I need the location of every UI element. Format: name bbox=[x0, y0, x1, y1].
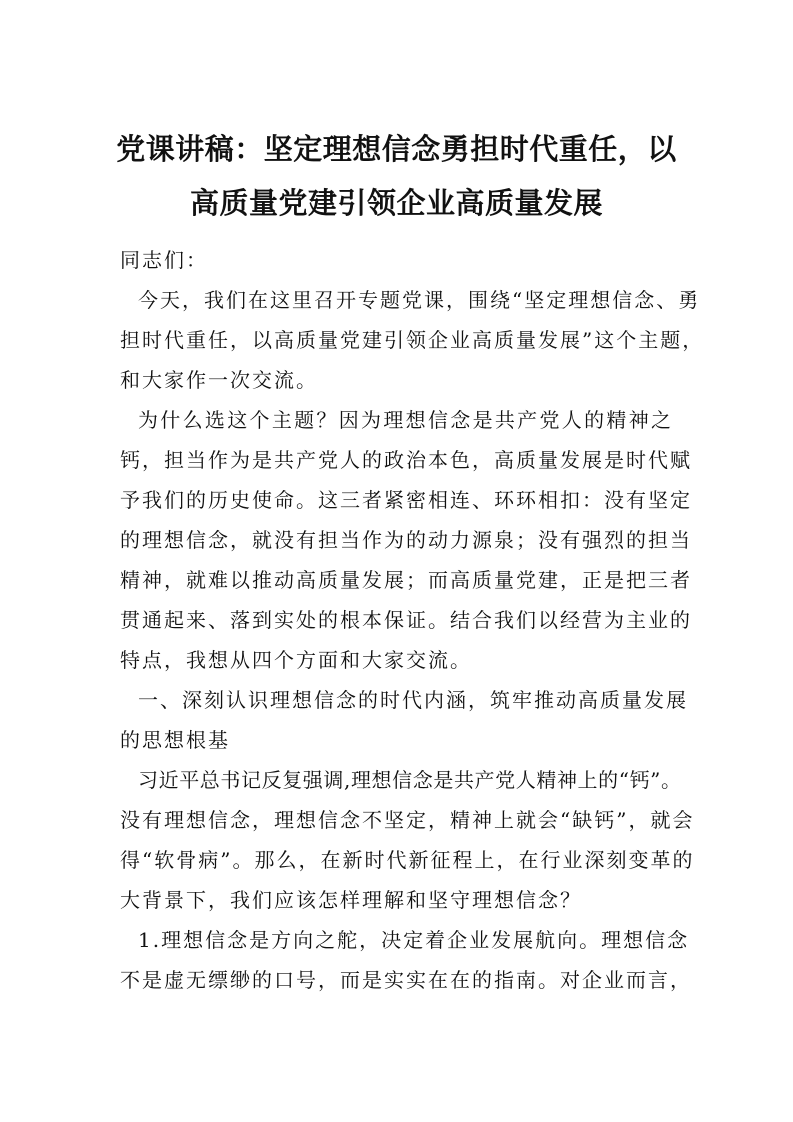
document-title bbox=[95, 122, 698, 230]
paragraph-line: 精神，就难以推动高质量发展；而高质量党建，正是把三者 bbox=[120, 568, 692, 592]
section-heading-1 bbox=[120, 680, 688, 760]
paragraph-line: 担时代重任，以高质量党建引领企业高质量发展”这个主题， bbox=[120, 328, 705, 352]
document-body bbox=[120, 240, 705, 1000]
paragraph-point-1 bbox=[120, 920, 692, 1000]
paragraph-line: 和大家作一次交流。 bbox=[120, 368, 318, 392]
paragraph-line: 一、深刻认识理想信念的时代内涵，筑牢推动高质量发展 bbox=[138, 688, 688, 712]
paragraph-line: 的理想信念，就没有担当作为的动力源泉；没有强烈的担当 bbox=[120, 528, 692, 552]
paragraph-line: 1.理想信念是方向之舵，决定着企业发展航向。理想信念 bbox=[138, 928, 690, 952]
paragraph-line: 不是虚无缥缈的口号，而是实实在在的指南。对企业而言， bbox=[120, 968, 692, 992]
paragraph-line: 贯通起来、落到实处的根本保证。结合我们以经营为主业的 bbox=[120, 608, 692, 632]
title-line-1: 党课讲稿：坚定理想信念勇担时代重任，以 bbox=[116, 132, 677, 166]
paragraph-line: 没有理想信念，理想信念不坚定，精神上就会“缺钙”，就会 bbox=[120, 808, 695, 832]
paragraph-line: 特点，我想从四个方面和大家交流。 bbox=[120, 648, 472, 672]
paragraph-line: 为什么选这个主题？因为理想信念是共产党人的精神之 bbox=[138, 408, 673, 432]
paragraph-line: 习近平总书记反复强调,理想信念是共产党人精神上的“钙”。 bbox=[138, 768, 682, 792]
paragraph-line: 得“软骨病”。那么，在新时代新征程上，在行业深刻变革的 bbox=[120, 848, 695, 872]
paragraph-why bbox=[120, 400, 692, 680]
paragraph-line: 钙，担当作为是共产党人的政治本色，高质量发展是时代赋 bbox=[120, 448, 692, 472]
title-line-2: 高质量党建引领企业高质量发展 bbox=[189, 186, 603, 220]
paragraph-line: 予我们的历史使命。这三者紧密相连、环环相扣：没有坚定 bbox=[120, 488, 692, 512]
paragraph-line: 的思想根基 bbox=[120, 728, 230, 752]
paragraph-quote bbox=[120, 760, 695, 920]
greeting-text: 同志们： bbox=[120, 248, 208, 272]
paragraph-line: 今天，我们在这里召开专题党课，围绕“坚定理想信念、勇 bbox=[138, 288, 701, 312]
paragraph-intro bbox=[120, 280, 705, 400]
paragraph-line: 大背景下，我们应该怎样理解和坚守理想信念？ bbox=[120, 888, 582, 912]
greeting bbox=[120, 240, 673, 280]
